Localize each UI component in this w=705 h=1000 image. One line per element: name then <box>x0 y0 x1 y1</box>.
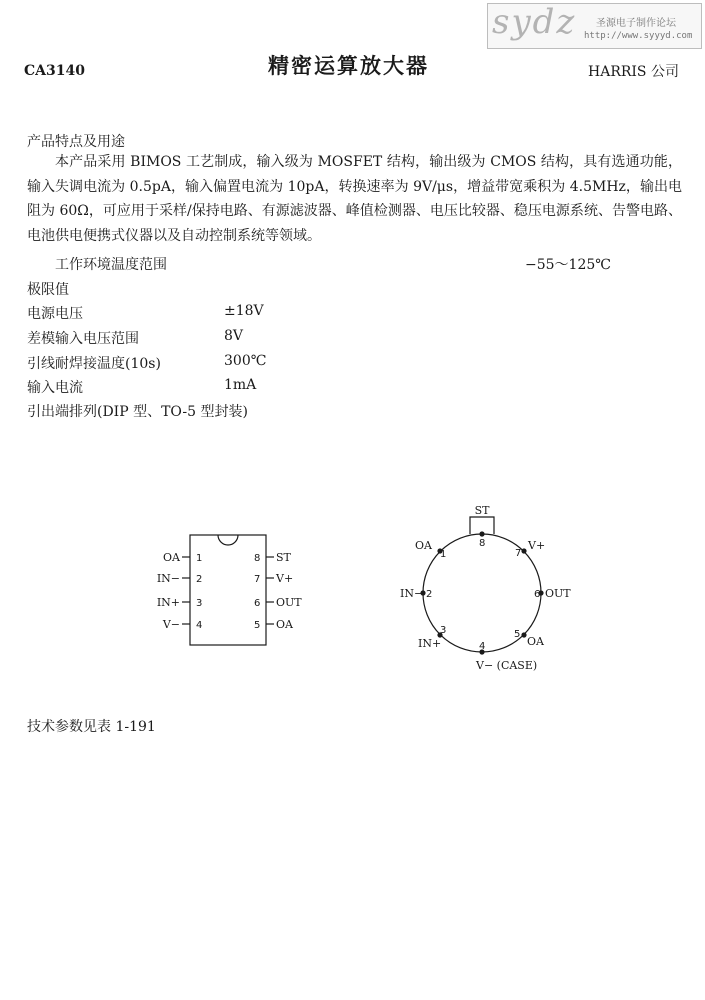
to5-pin-label: IN+ <box>418 637 442 650</box>
dip-pin-number: 7 <box>254 574 261 585</box>
section-heading: 产品特点及用途 <box>27 134 125 150</box>
dip-pin-number: 2 <box>196 574 203 585</box>
to5-case-label: V− (CASE) <box>476 659 538 672</box>
dip-pin-number: 5 <box>254 620 261 631</box>
limit-value: ±18V <box>224 303 264 319</box>
to5-pin-number: 2 <box>426 589 433 600</box>
to5-pin-label: IN− <box>400 587 424 600</box>
model-number: CA3140 <box>24 63 85 79</box>
dip-pin-label: IN− <box>156 572 180 585</box>
to5-pin-dot <box>521 632 526 637</box>
to5-pin-number: 1 <box>440 549 447 560</box>
limit-label: 电源电压 <box>27 306 83 322</box>
dip-pin-label: OUT <box>276 596 302 609</box>
to5-tab-label: ST <box>474 504 490 517</box>
to5-pin-label: OA <box>527 635 544 648</box>
operating-temp-label: 工作环境温度范围 <box>55 257 167 273</box>
dip-pin-label: V+ <box>276 572 294 585</box>
page-title: 精密运算放大器 <box>268 53 429 78</box>
limit-value: 1mA <box>224 377 257 393</box>
to5-pin-number: 6 <box>534 589 541 600</box>
to5-pin-number: 5 <box>514 629 521 640</box>
operating-temp-value: −55～125℃ <box>525 257 611 273</box>
manufacturer: HARRIS 公司 <box>588 64 679 80</box>
dip-pin-number: 4 <box>196 620 203 631</box>
limit-value: 8V <box>224 328 244 344</box>
to5-pin-label: V+ <box>528 539 546 552</box>
dip-pin-label: OA <box>163 551 180 564</box>
footer-note: 技术参数见表 1-191 <box>27 719 156 735</box>
dip-pin-label: OA <box>276 618 293 631</box>
limits-heading: 极限值 <box>27 282 69 298</box>
to5-pin-number: 4 <box>479 641 486 652</box>
dip-notch <box>218 535 238 545</box>
dip-pin-number: 6 <box>254 598 261 609</box>
limit-label: 引线耐焊接温度(10s) <box>27 356 161 372</box>
to5-pin-number: 3 <box>440 625 447 636</box>
dip-pin-label: ST <box>276 551 291 564</box>
limit-label: 输入电流 <box>27 380 83 396</box>
pinout-heading: 引出端排列(DIP 型、TO-5 型封装) <box>27 404 248 420</box>
dip-pin-number: 3 <box>196 598 203 609</box>
description-paragraph: 本产品采用 BIMOS 工艺制成，输入级为 MOSFET 结构，输出级为 CMOS 结构，具有选通功能，输入失调电流为 0.5pA，输入偏置电流为 10pA，转换速率为 9V/μs，增益带宽乘积为 4.5MHz，输出电阻为 60Ω，可应用于采样/保持电路、有源滤波器、峰值检测器、电压比较器、稳压电源系统、告警电路、电池供电便携式仪器以及自动控制系统等领域。 <box>27 154 682 245</box>
limit-value: 300℃ <box>224 353 267 369</box>
to5-pin-dot <box>521 548 526 553</box>
to5-pin-number: 8 <box>479 538 486 549</box>
watermark-url: http://www.syyyd.com <box>584 31 693 41</box>
dip-pin-label: IN+ <box>156 596 180 609</box>
watermark-site-name: 圣源电子制作论坛 <box>596 18 676 29</box>
to5-pin-dot <box>479 531 484 536</box>
to5-pin-number: 7 <box>515 548 522 559</box>
dip-pin-label: V− <box>162 618 180 631</box>
dip-pin-number: 1 <box>196 553 203 564</box>
dip-pin-number: 8 <box>254 553 261 564</box>
to5-pin-label: OUT <box>545 587 571 600</box>
limit-label: 差模输入电压范围 <box>27 331 139 347</box>
watermark-logo: sydz <box>492 2 577 42</box>
to5-pin-label: OA <box>415 539 432 552</box>
